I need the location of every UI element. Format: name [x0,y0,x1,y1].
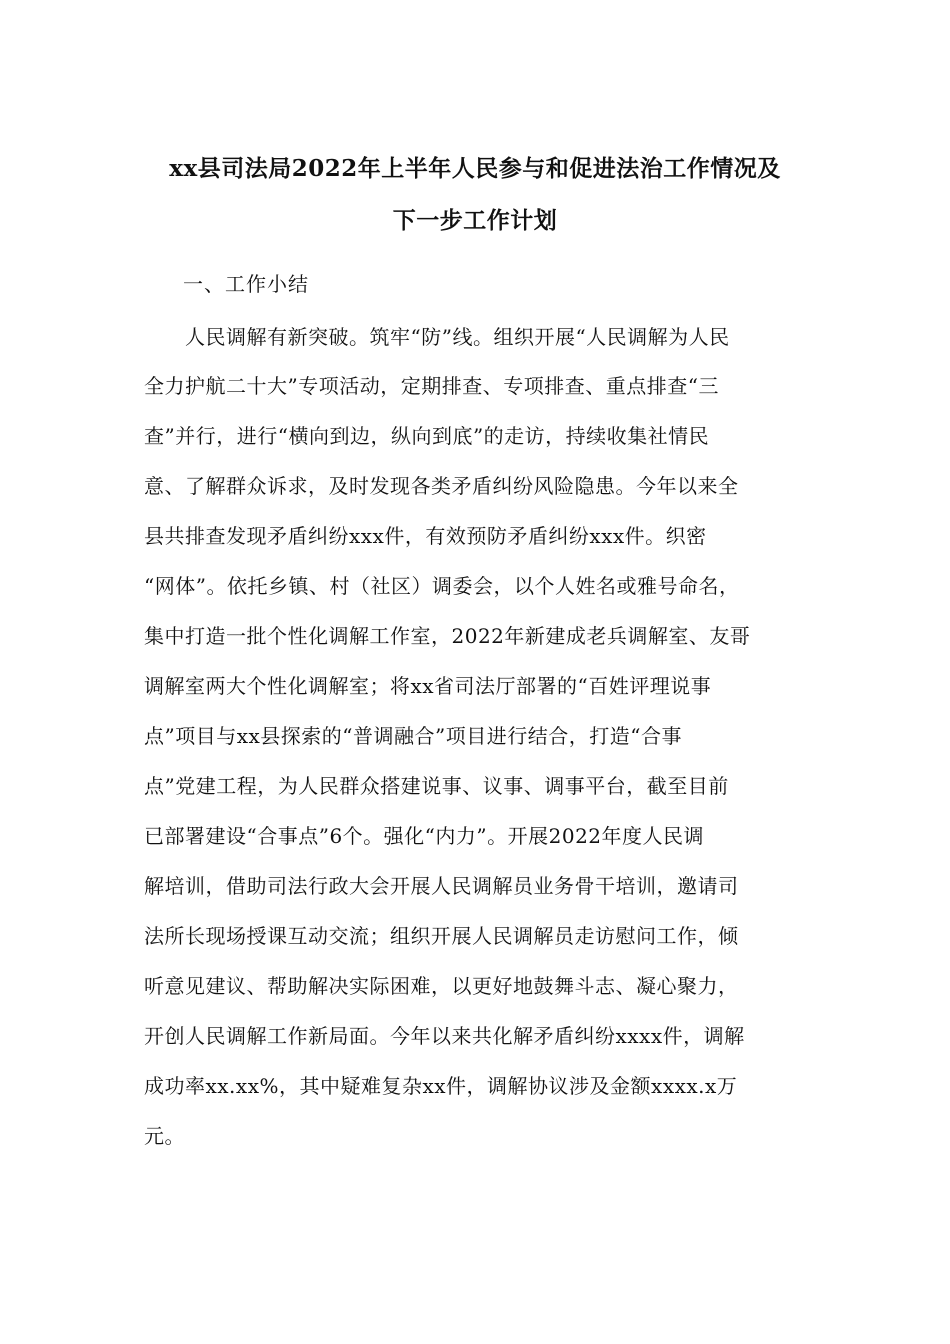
paragraph-line: 点”党建工程，为人民群众搭建说事、议事、调事平台，截至目前 [144,774,729,798]
paragraph-line: 元。 [144,1124,185,1148]
paragraph-line: 查”并行，进行“横向到边，纵向到底”的走访，持续收集社情民 [144,424,710,448]
paragraph-line: “网体”。依托乡镇、村（社区）调委会，以个人姓名或雅号命名， [144,574,740,598]
paragraph-line: 意、了解群众诉求，及时发现各类矛盾纠纷风险隐患。今年以来全 [144,474,739,498]
paragraph-line: 听意见建议、帮助解决实际困难，以更好地鼓舞斗志、凝心聚力， [144,974,739,998]
document-title-line-2: 下一步工作计划 [392,207,558,234]
paragraph-line: 集中打造一批个性化调解工作室，2022年新建成老兵调解室、友哥 [144,624,751,648]
paragraph-line: 人民调解有新突破。筑牢“防”线。组织开展“人民调解为人民 [144,325,730,349]
paragraph-line: 调解室两大个性化调解室；将xx省司法厅部署的“百姓评理说事 [144,674,712,698]
paragraph-line: 开创人民调解工作新局面。今年以来共化解矛盾纠纷xxxx件，调解 [144,1024,745,1048]
paragraph-line: 解培训，借助司法行政大会开展人民调解员业务骨干培训，邀请司 [144,874,739,898]
document-title-line-1: xx县司法局2022年上半年人民参与和促进法治工作情况及 [169,155,781,182]
paragraph-line: 已部署建设“合事点”6个。强化“内力”。开展2022年度人民调 [144,824,705,848]
paragraph-line: 成功率xx.xx%，其中疑难复杂xx件，调解协议涉及金额xxxx.x万 [144,1074,738,1098]
paragraph-line: 县共排查发现矛盾纠纷xxx件，有效预防矛盾纠纷xxx件。织密 [144,524,707,548]
paragraph-line: 全力护航二十大”专项活动，定期排查、专项排查、重点排查“三 [144,374,719,398]
section-heading: 一、工作小结 [183,272,309,296]
paragraph-line: 法所长现场授课互动交流；组织开展人民调解员走访慰问工作，倾 [144,924,739,948]
paragraph-line: 点”项目与xx县探索的“普调融合”项目进行结合，打造“合事 [144,724,682,748]
